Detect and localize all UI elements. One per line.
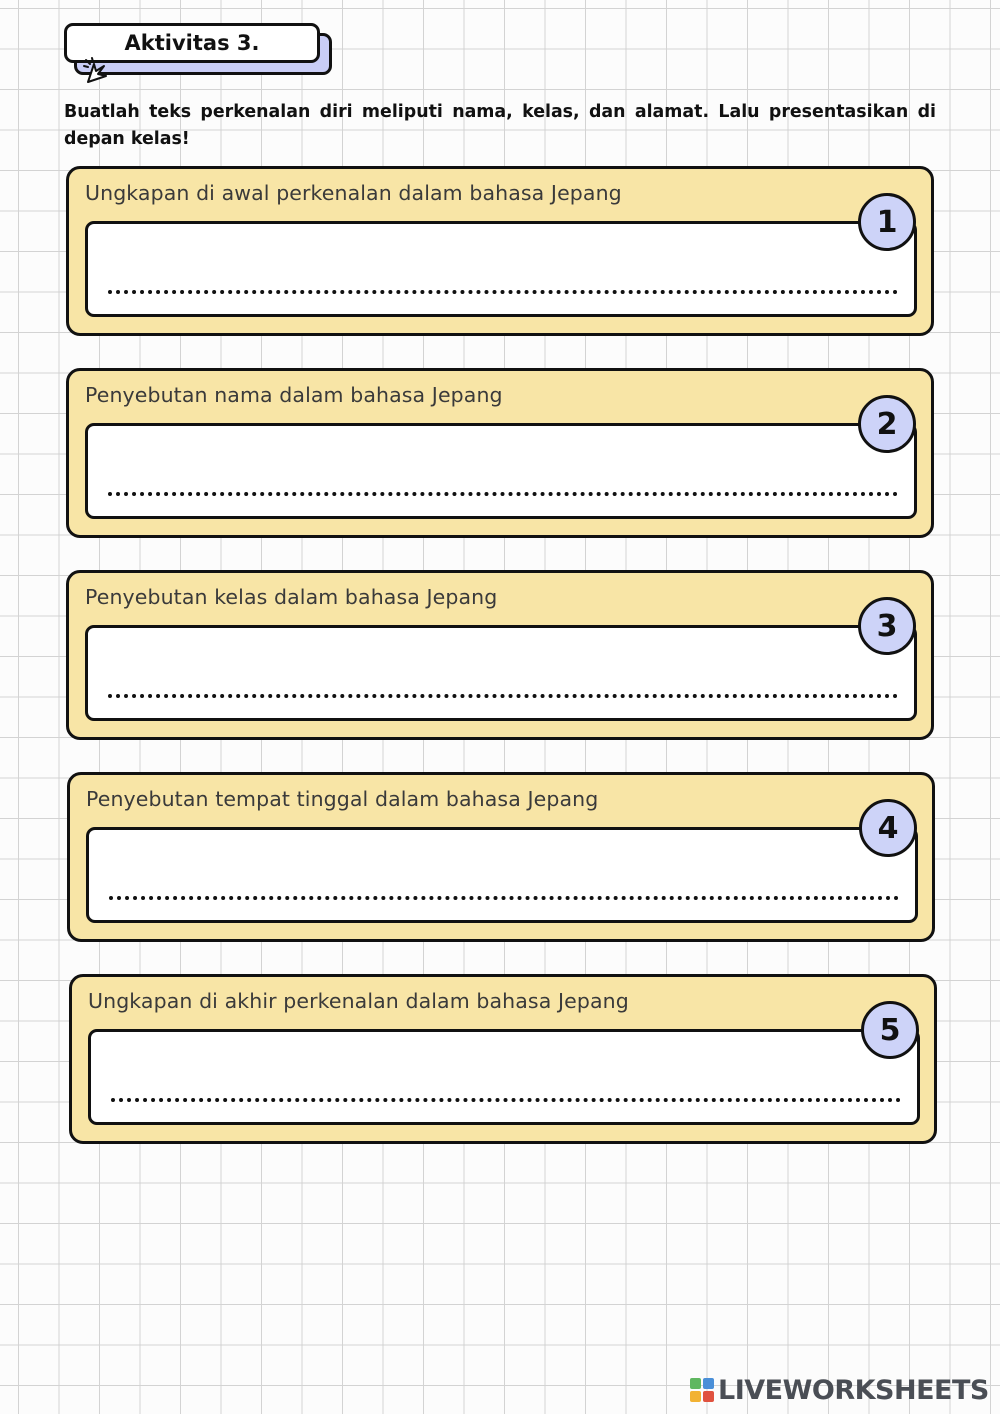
answer-field-5[interactable]	[88, 1029, 920, 1125]
answer-field-2[interactable]	[85, 423, 917, 519]
card-label: Ungkapan di akhir perkenalan dalam bahasa Jepang	[88, 989, 629, 1013]
dotted-answer-line	[108, 694, 898, 698]
dotted-answer-line	[108, 290, 898, 294]
dotted-answer-line	[109, 896, 899, 900]
answer-field-1[interactable]	[85, 221, 917, 317]
dotted-answer-line	[111, 1098, 901, 1102]
answer-card-5	[69, 974, 937, 1144]
answer-card-2	[66, 368, 934, 538]
number-badge: 3	[858, 597, 916, 655]
liveworksheets-brand: LIVEWORKSHEETS	[718, 1374, 989, 1406]
number-badge: 1	[858, 193, 916, 251]
number-badge: 2	[858, 395, 916, 453]
card-label: Penyebutan tempat tinggal dalam bahasa Jepang	[86, 787, 599, 811]
card-label: Penyebutan nama dalam bahasa Jepang	[85, 383, 503, 407]
activity-title-label: Aktivitas 3.	[64, 23, 320, 63]
answer-field-4[interactable]	[86, 827, 918, 923]
answer-card-3	[66, 570, 934, 740]
liveworksheets-logo-icon	[690, 1378, 714, 1402]
liveworksheets-logo	[690, 1374, 989, 1406]
dotted-answer-line	[108, 492, 898, 496]
number-badge: 4	[859, 799, 917, 857]
card-label: Penyebutan kelas dalam bahasa Jepang	[85, 585, 498, 609]
card-label: Ungkapan di awal perkenalan dalam bahasa Jepang	[85, 181, 622, 205]
answer-card-1	[66, 166, 934, 336]
number-badge: 5	[861, 1001, 919, 1059]
cursor-icon	[82, 56, 112, 86]
answer-card-4	[67, 772, 935, 942]
instruction-text: Buatlah teks perkenalan diri meliputi nama, kelas, dan alamat. Lalu presentasikan di depan kelas!	[64, 102, 936, 149]
answer-field-3[interactable]	[85, 625, 917, 721]
